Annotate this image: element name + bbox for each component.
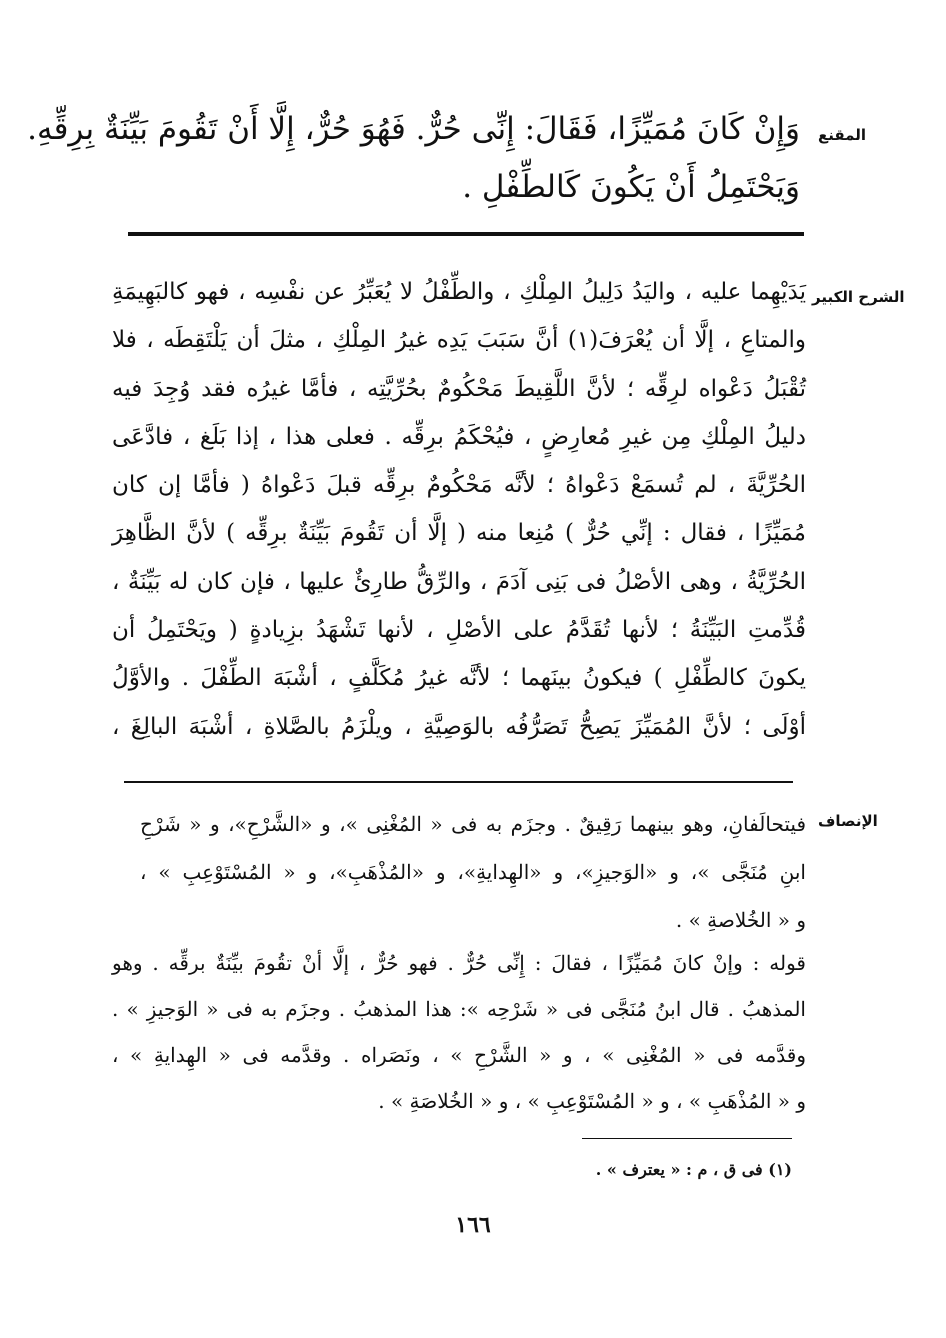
section-label-insaf: الإنصاف [818, 812, 878, 830]
insaf-line: ابنِ مُنَجَّى »، و «الوَجيزِ»، و «الهِدايةِ»، و «المُذْهَبِ»، و « المُسْتَوْعِبِ » ، [140, 860, 806, 884]
sharh-line: يكونَ كالطِّفْلِ ) فيكونُ بينَهما ؛ لأنَّه غيرُ مُكَلَّفٍ ، أشْبَهَ الطِّفْلَ . والأوَّلُ [112, 665, 806, 692]
sharh-line: الحُرِّيَّةَ ، لم تُسمَعْ دَعْواهُ ؛ لأنَّه مَحْكُومٌ برِقِّه قبلَ دَعْواهُ ( فأمَّا إن كان [112, 472, 806, 499]
sharh-line: دليلُ المِلْكِ مِن غيرِ مُعارِضٍ ، فيُحْكَمُ برِقِّه . فعلى هذا ، إذا بَلَغ ، فادَّعَى [112, 423, 806, 450]
section-divider-thick [128, 232, 804, 236]
insaf-line: المذهبُ . قال ابنُ مُنَجَّى فى « شَرْحِه »: هذا المذهبُ . وجزَم به فى « الوَجيزِ » . [112, 997, 806, 1021]
insaf-line: و « المُذْهَبِ » ، و « المُسْتَوْعِبِ » ، و « الخُلاصَةِ » . [378, 1089, 806, 1113]
sharh-line: والمتاعِ ، إلَّا أن يُعْرَفَ(١) أنَّ سَبَبَ يَدِه غيرُ المِلْكِ ، مثلَ أن يَلْتَقِطَه ، فلا [112, 327, 806, 354]
page-number: ١٦٦ [455, 1212, 491, 1238]
insaf-line: وقدَّمه فى « المُغْنِى » ، و « الشَّرْحِ » ، ونَصَراه . وقدَّمه فى « الهِدايةِ » ، [112, 1043, 806, 1067]
sharh-line: مُمَيِّزًا ، فقال : إنِّي حُرٌّ ) مُنِعا منه ( إلَّا أن تَقُومَ بَيِّنَةٌ برِقِّه ) لأنَّ الظَّاهِرَ [112, 520, 806, 547]
sharh-line: الحُرِّيَّةُ ، وهى الأصْلُ فى بَنِى آدَمَ ، والرِّقُّ طارِئٌ عليها ، فإن كان له بَيِّنَةٌ ، [112, 568, 806, 595]
insaf-line: فيتحالَفانِ، وهو بينهما رَقِيقٌ . وجزَم به فى « المُغْنِى »، و «الشَّرْحِ»، و « شَرْحِ [140, 812, 806, 836]
muqni-line: وَإِنْ كَانَ مُمَيِّزًا، فَقَالَ: إِنِّى حُرٌّ. فَهُوَ حُرٌّ، إِلَّا أَنْ تَقُومَ بَيِّنَةٌ بِرِقِّهِ. [27, 111, 800, 147]
sharh-line: أوْلَى ؛ لأنَّ المُمَيِّزَ يَصِحُّ تَصَرُّفُه بالوَصِيَّةِ ، ويلْزَمُ بالصَّلاةِ ، أشْبَهَ البالِغَ ، [112, 713, 806, 740]
insaf-text-block-2 [112, 940, 806, 1124]
muqni-line: وَيَحْتَمِلُ أَنْ يَكُونَ كَالطِّفْلِ . [462, 169, 800, 205]
sharh-line: يَدَيْهِما عليه ، واليَدُ دَلِيلُ المِلْكِ ، والطِّفْلُ لا يُعَبِّرُ عن نفْسِه ، فهو كالبَهِيمَةِ [112, 279, 806, 305]
sharh-line: تُقْبَلُ دَعْواه لرِقِّه ؛ لأنَّ اللَّقِيطَ مَحْكُومٌ بحُرِّيَّتِه ، فأمَّا غيرُه فقد وُجِدَ فيه [112, 375, 806, 402]
footnote-divider [582, 1138, 792, 1139]
section-label-muqni: المقنع [818, 126, 866, 144]
sharh-text [112, 268, 806, 751]
muqni-text [27, 100, 800, 216]
sharh-line: قُدِّمتِ البَيِّنَةُ ؛ لأنها تُقَدَّمُ على الأصْلِ ، لأنها تَشْهَدُ بزِيادةٍ ( ويَحْتَمِلُ أن [112, 617, 806, 644]
footnote: (١) فى ق ، م : « يعترف » . [595, 1160, 792, 1179]
insaf-text-block-1 [140, 800, 806, 944]
section-divider-thin [124, 781, 793, 783]
insaf-line: و « الخُلاصةِ » . [675, 908, 806, 932]
insaf-line: قوله : وإنْ كانَ مُمَيِّزًا ، فقالَ : إِنِّى حُرٌّ . فهو حُرٌّ ، إلَّا أنْ تقُومَ بيِّنَةٌ برقِّه . وهو [112, 951, 806, 975]
section-label-sharh: الشرح الكبير [812, 288, 905, 306]
